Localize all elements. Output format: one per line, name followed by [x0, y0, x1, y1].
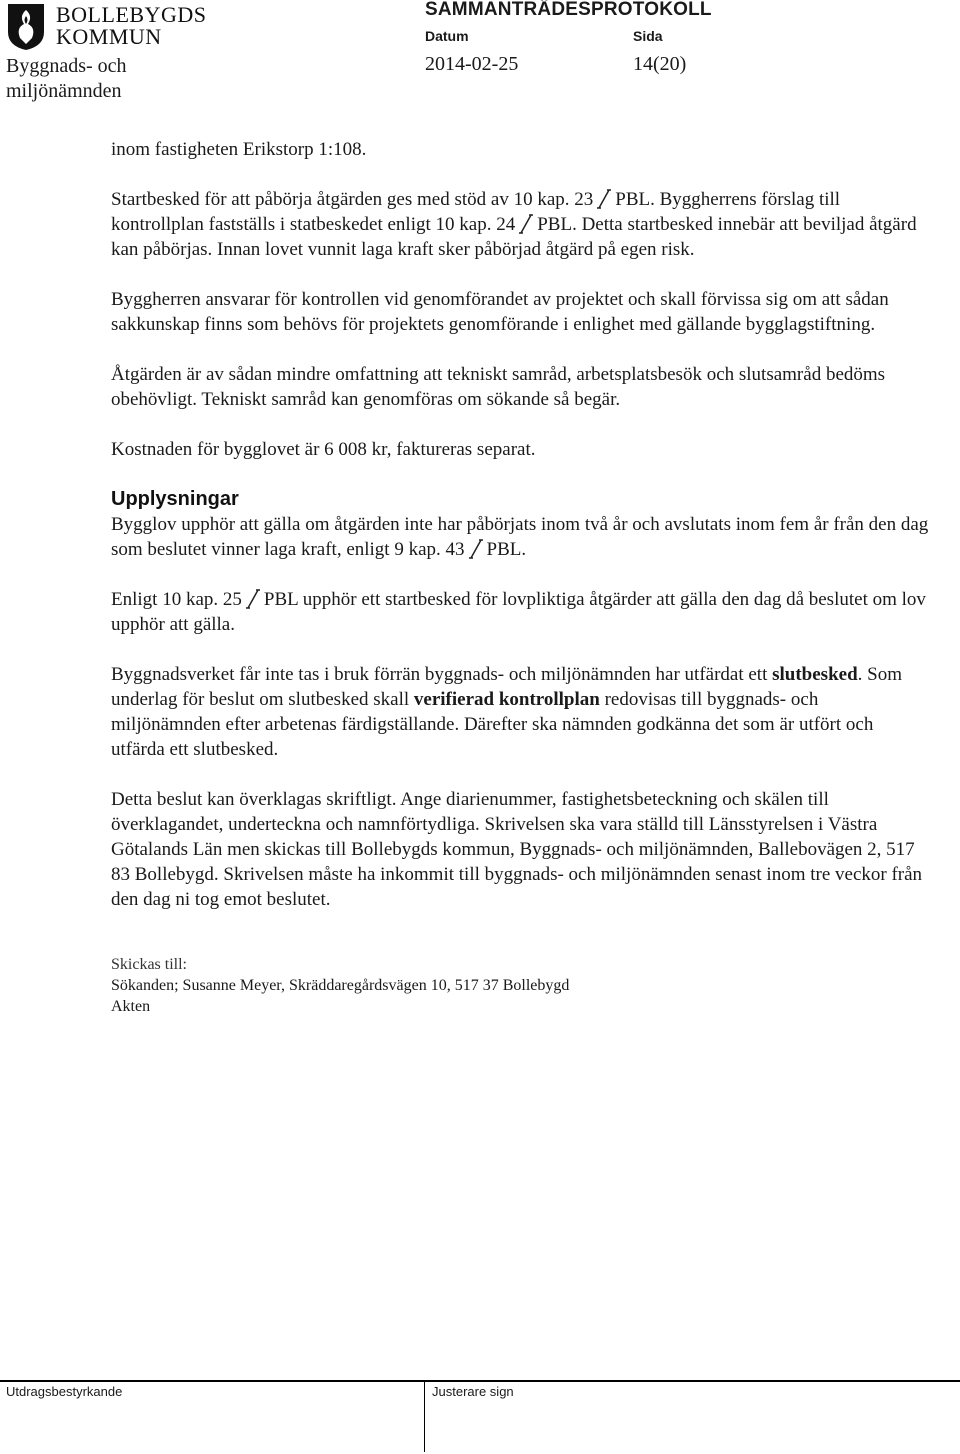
section-sign-icon [519, 213, 533, 235]
distribution-block [111, 954, 931, 1017]
paragraph-property: inom fastigheten Erikstorp 1:108. [111, 139, 367, 160]
sent-to-label: Skickas till: [111, 956, 187, 973]
org-name-line2: KOMMUN [56, 24, 162, 49]
paragraph-slutbesked [111, 662, 931, 762]
page-value: 14(20) [633, 53, 687, 75]
sent-to-recipient: Sökanden; Susanne Meyer, Skräddaregårdsvägen 10, 517 37 Bollebygd [111, 977, 570, 994]
footer-divider [0, 1380, 960, 1382]
document-body [111, 137, 931, 1017]
section-sign-icon [469, 538, 483, 560]
validity-text-a: Bygglov upphör att gälla om åtgärden inte har påbörjats inom två år och avslutats inom fem år från den dag som beslutet vinner laga kraft, enligt 9 kap. 43 [111, 514, 929, 560]
paragraph-appeal: Detta beslut kan överklagas skriftligt. Ange diarienummer, fastighetsbeteckning och skälen till överklagandet, underteckna och namnförtydliga. Skrivelsen ska vara ställd till Länsstyrelsen i Västra Götalands Län men skickas till Bollebygds kommun, Byggnads- och miljönämnden, Ballebovägen 2, 517 83 Bollebygd. Skrivelsen måste ha inkommit till byggnads- och miljönämnden senast inom tre veckor från den dag ni tog emot beslutet. [111, 789, 923, 910]
paragraph-validity [111, 512, 931, 562]
kontrollplan-term: verifierad kontrollplan [413, 689, 600, 710]
footer-column-divider [424, 1380, 425, 1452]
municipality-name [56, 4, 206, 48]
section-sign-icon [246, 588, 260, 610]
date-value: 2014-02-25 [425, 53, 519, 75]
paragraph-cost: Kostnaden för bygglovet är 6 008 kr, faktureras separat. [111, 439, 536, 460]
footer-adjuster-signature-label: Justerare sign [432, 1384, 514, 1399]
paragraph-startbesked [111, 187, 931, 262]
footer-certification-label: Utdragsbestyrkande [6, 1384, 123, 1399]
slutbesked-text-c: . Som underlag för beslut om slutbesked skall [111, 664, 902, 710]
protocol-title: SAMMANTRÄDESPROTOKOLL [425, 0, 712, 20]
paragraph-startbesked-expiry [111, 587, 931, 637]
section-heading-upplysningar: Upplysningar [111, 488, 239, 510]
startbesked-text-a: Startbesked för att påbörja åtgärden ges med stöd av 10 kap. 23 [111, 189, 594, 210]
validity-text-b: PBL. [486, 539, 527, 560]
date-label: Datum [425, 28, 469, 44]
section-sign-icon [597, 188, 611, 210]
slutbesked-term: slutbesked [772, 664, 858, 685]
startbesked-text-b: PBL. Byggherrens förslag till kontrollplan fastställs i statbeskedet enligt 10 kap. 24 [111, 189, 841, 235]
municipal-shield-icon [6, 2, 46, 52]
slutbesked-text-e: redovisas till byggnads- och miljönämnden efter arbetenas färdigställande. Därefter ska nämnden godkänna det som är utfört och utfärda ett slutbesked. [111, 689, 874, 760]
sent-to-archive: Akten [111, 998, 151, 1015]
expiry-text-b: PBL upphör ett startbesked för lovpliktiga åtgärder att gälla den dag då beslutet om lov upphör att gälla. [111, 589, 926, 635]
paragraph-scope: Åtgärden är av sådan mindre omfattning att tekniskt samråd, arbetsplatsbesök och slutsamråd bedöms obehövligt. Tekniskt samråd kan genomföras om sökande så begär. [111, 364, 886, 410]
startbesked-text-c: PBL. Detta startbesked innebär att beviljad åtgärd kan påbörjas. Innan lovet vunnit laga kraft sker påbörjad åtgärd på egen risk. [111, 214, 917, 260]
paragraph-responsibility: Byggherren ansvarar för kontrollen vid genomförandet av projektet och skall förvissa sig om att sådan sakkunskap finns som behövs för projektets genomförande i enlighet med gällande bygglagstiftning. [111, 289, 889, 335]
municipality-logo [6, 2, 206, 52]
page-label: Sida [633, 28, 663, 44]
department-name: Byggnads- och miljönämnden [6, 55, 127, 102]
expiry-text-a: Enligt 10 kap. 25 [111, 589, 242, 610]
slutbesked-text-a: Byggnadsverket får inte tas i bruk förrän byggnads- och miljönämnden har utfärdat ett [111, 664, 768, 685]
org-name-line1: BOLLEBYGDS [56, 2, 207, 27]
